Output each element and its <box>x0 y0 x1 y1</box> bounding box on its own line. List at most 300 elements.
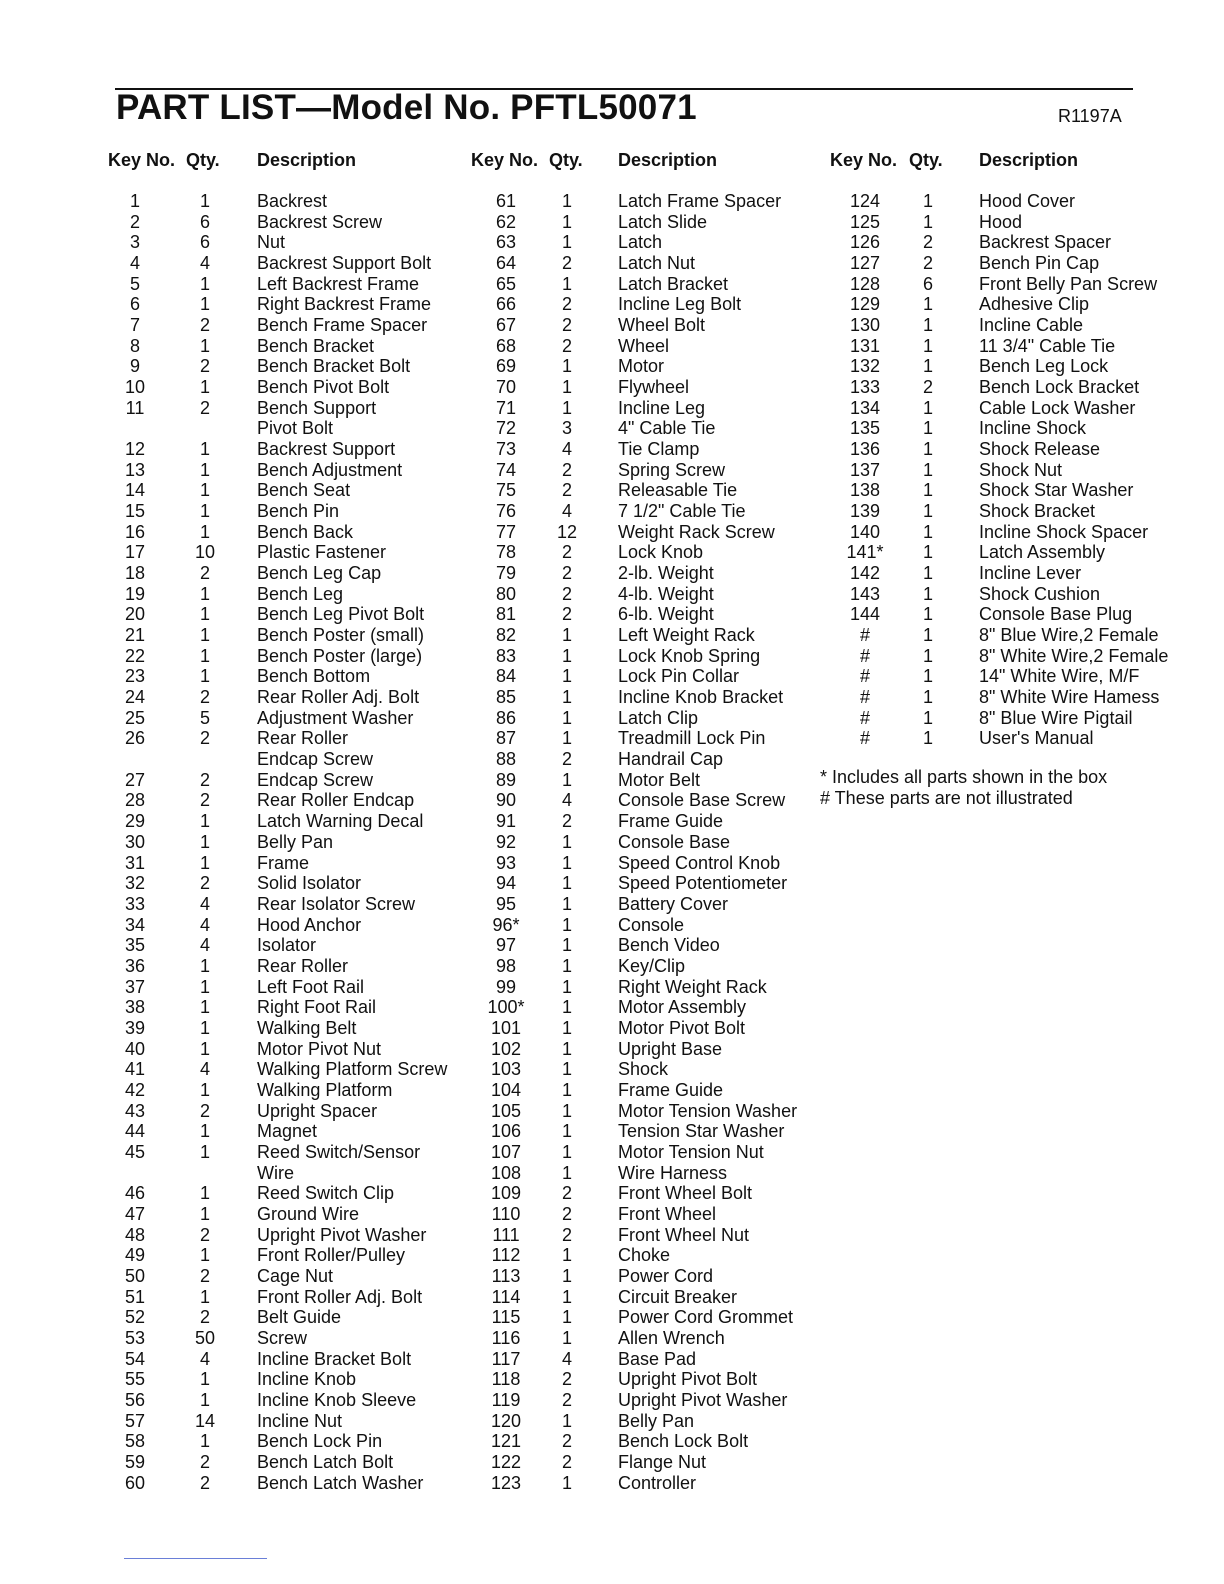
part-description: Choke <box>618 1245 671 1266</box>
part-qty: 4 <box>561 1348 572 1369</box>
header-qty-3: Qty. <box>909 150 943 170</box>
part-description: Upright Pivot Washer <box>618 1389 788 1410</box>
part-description: Reed Switch Clip <box>257 1183 395 1204</box>
part-key-no: 64 <box>495 253 517 274</box>
part-key-no: 90 <box>495 790 517 811</box>
part-qty: 1 <box>199 480 210 501</box>
part-qty: 1 <box>199 976 210 997</box>
part-description: Power Cord <box>618 1265 714 1286</box>
part-description: Frame Guide <box>618 811 724 832</box>
part-key-no: 86 <box>495 707 517 728</box>
part-qty: 1 <box>922 563 933 584</box>
note-not-illustrated: # These parts are not illustrated <box>820 787 1073 808</box>
part-key-no: 135 <box>849 418 881 439</box>
part-qty: 1 <box>199 1121 210 1142</box>
part-qty: 1 <box>561 1038 572 1059</box>
part-key-no: 91 <box>495 811 517 832</box>
part-qty: 2 <box>199 687 210 708</box>
part-description: Controller <box>618 1472 697 1493</box>
part-qty: 4 <box>199 893 210 914</box>
part-key-no: 87 <box>495 728 517 749</box>
part-qty: 2 <box>561 1369 572 1390</box>
part-description: 11 3/4" Cable Tie <box>979 335 1116 356</box>
part-key-no: 25 <box>124 707 146 728</box>
part-description: Front Wheel Nut <box>618 1224 750 1245</box>
part-key-no: 112 <box>491 1245 521 1266</box>
part-key-no: 74 <box>495 459 517 480</box>
part-description: Solid Isolator <box>257 873 362 894</box>
part-qty: 1 <box>561 1141 572 1162</box>
part-key-no: 83 <box>495 645 517 666</box>
part-key-no: 80 <box>495 583 517 604</box>
part-qty: 1 <box>922 542 933 563</box>
part-description: Bench Poster (small) <box>257 625 425 646</box>
part-key-no: 126 <box>849 232 881 253</box>
part-description: Backrest Support <box>257 439 396 460</box>
part-key-no: 41 <box>124 1059 146 1080</box>
part-qty: 1 <box>561 1265 572 1286</box>
part-qty: 1 <box>561 687 572 708</box>
part-qty: 1 <box>922 480 933 501</box>
part-qty: 2 <box>199 1224 210 1245</box>
part-description: Front Wheel Bolt <box>618 1183 753 1204</box>
notes <box>820 767 1107 808</box>
part-key-no: 13 <box>124 459 146 480</box>
part-description: 8" Blue Wire,2 Female <box>979 625 1159 646</box>
part-description: Upright Pivot Bolt <box>618 1369 758 1390</box>
page-title: PART LIST—Model No. PFTL50071 <box>116 88 697 127</box>
part-qty: 1 <box>922 459 933 480</box>
part-description: Lock Pin Collar <box>618 666 740 687</box>
part-description: Incline Shock Spacer <box>979 521 1149 542</box>
part-key-no: 15 <box>124 501 146 522</box>
part-description: Lock Knob <box>618 542 704 563</box>
part-description: Right Foot Rail <box>257 997 377 1018</box>
part-description: Circuit Breaker <box>618 1286 738 1307</box>
part-description: 14" White Wire, M/F <box>979 666 1140 687</box>
part-description: Motor Tension Washer <box>618 1100 798 1121</box>
part-qty: 1 <box>561 914 572 935</box>
part-description: 4-lb. Weight <box>618 583 714 604</box>
part-key-no: 89 <box>495 769 517 790</box>
part-description: Speed Control Knob <box>618 852 781 873</box>
part-key-no: 69 <box>495 356 517 377</box>
part-description: Treadmill Lock Pin <box>618 728 766 749</box>
part-description: Bench Leg Cap <box>257 563 382 584</box>
part-key-no: 124 <box>849 191 881 211</box>
part-description: Incline Knob Bracket <box>618 687 784 708</box>
part-description: Motor Pivot Nut <box>257 1038 382 1059</box>
part-description: Motor Pivot Bolt <box>618 1017 746 1038</box>
part-qty: 1 <box>561 976 572 997</box>
part-qty: 4 <box>199 914 210 935</box>
part-qty: 1 <box>922 335 933 356</box>
part-qty: 2 <box>922 377 933 398</box>
part-qty: 1 <box>561 1327 572 1348</box>
part-qty: 1 <box>199 1245 210 1266</box>
part-key-no: 93 <box>495 852 517 873</box>
part-description: Bench Bottom <box>257 666 371 687</box>
header-key-no-1: Key No. <box>108 150 176 170</box>
part-description: Tension Star Washer <box>618 1121 785 1142</box>
part-description: Backrest Screw <box>257 211 383 232</box>
part-key-no: 139 <box>849 501 881 522</box>
part-qty: 1 <box>199 191 210 211</box>
part-qty: 2 <box>561 1389 572 1410</box>
part-qty: 1 <box>922 294 933 315</box>
part-qty: 2 <box>561 583 572 604</box>
part-description: Latch Assembly <box>979 542 1106 563</box>
part-key-no: 39 <box>124 1017 146 1038</box>
part-description: 8" White Wire,2 Female <box>979 645 1169 666</box>
part-description: Motor Belt <box>618 769 701 790</box>
part-key-no: 143 <box>849 583 881 604</box>
part-key-no: 67 <box>495 315 517 336</box>
part-qty: 4 <box>199 1059 210 1080</box>
part-qty: 2 <box>561 604 572 625</box>
part-qty: 1 <box>561 273 572 294</box>
part-qty: 1 <box>561 728 572 749</box>
part-description: User's Manual <box>979 728 1094 749</box>
part-qty: 2 <box>199 1307 210 1328</box>
part-description: Bench Frame Spacer <box>257 315 428 336</box>
part-key-no: 76 <box>495 501 517 522</box>
part-key-no: 75 <box>495 480 517 501</box>
part-description: Bench Bracket Bolt <box>257 356 411 377</box>
part-qty: 1 <box>922 687 933 708</box>
part-key-no: 48 <box>124 1224 146 1245</box>
part-qty: 1 <box>561 997 572 1018</box>
part-qty: 1 <box>199 1389 210 1410</box>
part-key-no: 77 <box>495 521 517 542</box>
part-description: Walking Belt <box>257 1017 357 1038</box>
note-included-parts: * Includes all parts shown in the box <box>820 767 1108 787</box>
part-key-no: 57 <box>124 1410 146 1431</box>
part-description: Incline Leg <box>618 397 706 418</box>
part-key-no: 102 <box>490 1038 522 1059</box>
part-qty: 1 <box>561 356 572 377</box>
header-qty-1: Qty. <box>186 150 220 170</box>
part-key-no: 140 <box>849 521 881 542</box>
part-key-no: 54 <box>124 1348 146 1369</box>
part-key-no: 49 <box>124 1245 146 1266</box>
part-description: Latch Slide <box>618 211 708 232</box>
part-qty: 1 <box>561 769 572 790</box>
part-description: Backrest Support Bolt <box>257 253 432 274</box>
part-qty: 1 <box>922 191 933 211</box>
part-key-no: 79 <box>495 563 517 584</box>
part-description: Bench Video <box>618 935 720 956</box>
part-qty: 2 <box>561 1183 572 1204</box>
part-qty: 2 <box>199 563 210 584</box>
part-description: Latch Clip <box>618 707 699 728</box>
part-key-no: 2 <box>129 211 140 232</box>
part-key-no: 7 <box>129 315 140 336</box>
part-key-no: 105 <box>490 1100 522 1121</box>
part-description: Belly Pan <box>257 831 334 852</box>
part-description: Bench Leg Lock <box>979 356 1109 377</box>
part-qty: 1 <box>199 955 210 976</box>
part-description: Left Foot Rail <box>257 976 365 997</box>
part-description: Bench Leg <box>257 583 344 604</box>
part-description: Key/Clip <box>618 955 686 976</box>
part-description: 8" Blue Wire Pigtail <box>979 707 1133 728</box>
part-key-no: 131 <box>849 335 881 356</box>
part-key-no: 142 <box>849 563 881 584</box>
part-description: Bench Back <box>257 521 354 542</box>
part-description: Rear Roller Adj. Bolt <box>257 687 420 708</box>
part-key-no: 11 <box>125 397 145 418</box>
part-description: Front Roller/Pulley <box>257 1245 406 1266</box>
part-qty: 2 <box>561 480 572 501</box>
part-key-no: 23 <box>124 666 146 687</box>
part-qty: 1 <box>199 1038 210 1059</box>
part-key-no: # <box>859 666 870 687</box>
part-key-no: 33 <box>124 893 146 914</box>
part-key-no: 12 <box>124 439 146 460</box>
part-description: Front Wheel <box>618 1203 717 1224</box>
part-qty: 1 <box>199 1079 210 1100</box>
part-key-no: 122 <box>490 1451 522 1472</box>
part-key-no: 14 <box>124 480 146 501</box>
part-key-no: 127 <box>849 253 881 274</box>
part-key-no: 116 <box>491 1327 521 1348</box>
part-description: Bench Pin Cap <box>979 253 1100 274</box>
part-description: Ground Wire <box>257 1203 360 1224</box>
part-description: Adhesive Clip <box>979 294 1090 315</box>
part-description: Rear Roller <box>257 728 349 749</box>
part-description: Motor Tension Nut <box>618 1141 764 1162</box>
part-description: Left Backrest Frame <box>257 273 420 294</box>
part-key-no: 68 <box>495 335 517 356</box>
part-description: Latch Frame Spacer <box>618 191 782 211</box>
part-description: Incline Bracket Bolt <box>257 1348 412 1369</box>
part-description: Backrest Spacer <box>979 232 1112 253</box>
part-qty: 6 <box>922 273 933 294</box>
part-description: Shock Star Washer <box>979 480 1134 501</box>
header-description-1: Description <box>257 150 357 170</box>
part-description: Rear Roller <box>257 955 349 976</box>
part-qty: 1 <box>199 666 210 687</box>
part-qty: 1 <box>561 1100 572 1121</box>
part-description: Latch Warning Decal <box>257 811 424 832</box>
part-description: Shock Nut <box>979 459 1063 480</box>
part-description: Incline Knob <box>257 1369 357 1390</box>
part-description: Incline Shock <box>979 418 1087 439</box>
part-key-no: 99 <box>495 976 517 997</box>
part-key-no: 71 <box>495 397 517 418</box>
part-key-no: 26 <box>124 728 146 749</box>
part-description: 6-lb. Weight <box>618 604 714 625</box>
part-description: Bench Pivot Bolt <box>257 377 390 398</box>
part-description: Bench Pin <box>257 501 340 522</box>
part-qty: 5 <box>199 707 210 728</box>
part-key-no: 120 <box>490 1410 522 1431</box>
part-key-no: 121 <box>490 1431 522 1452</box>
part-description: Incline Cable <box>979 315 1084 336</box>
part-description: Bench Poster (large) <box>257 645 423 666</box>
part-qty: 2 <box>199 1472 210 1493</box>
part-key-no: 92 <box>495 831 517 852</box>
part-key-no: 29 <box>124 811 146 832</box>
part-key-no: 16 <box>124 521 146 542</box>
part-key-no: 129 <box>849 294 881 315</box>
part-key-no: 36 <box>124 955 146 976</box>
part-qty: 4 <box>561 790 572 811</box>
part-key-no: 42 <box>124 1079 146 1100</box>
part-qty: 1 <box>922 707 933 728</box>
document-code: R1197A <box>1058 106 1122 126</box>
part-key-no: 133 <box>849 377 881 398</box>
part-qty: 2 <box>199 397 210 418</box>
part-key-no: 52 <box>124 1307 146 1328</box>
part-description: Weight Rack Screw <box>618 521 775 542</box>
part-description: Lock Knob Spring <box>618 645 761 666</box>
part-key-no: 109 <box>490 1183 522 1204</box>
part-key-no: 101 <box>490 1017 522 1038</box>
part-description: Endcap Screw <box>257 769 374 790</box>
part-qty: 1 <box>561 893 572 914</box>
part-description: Power Cord Grommet <box>618 1307 794 1328</box>
part-qty: 2 <box>199 1265 210 1286</box>
part-qty: 1 <box>922 583 933 604</box>
part-qty: 2 <box>199 1100 210 1121</box>
part-qty: 6 <box>199 232 210 253</box>
part-qty: 2 <box>199 356 210 377</box>
part-qty: 1 <box>922 356 933 377</box>
part-key-no: 55 <box>124 1369 146 1390</box>
part-qty: 50 <box>194 1327 216 1348</box>
part-qty: 1 <box>561 1472 572 1493</box>
part-qty: 1 <box>199 1431 210 1452</box>
part-qty: 2 <box>561 1203 572 1224</box>
part-key-no: 22 <box>124 645 146 666</box>
part-key-no: 53 <box>124 1327 146 1348</box>
part-description: Tie Clamp <box>618 439 700 460</box>
part-key-no: 37 <box>124 976 146 997</box>
part-key-no: 118 <box>491 1369 521 1390</box>
part-description: Walking Platform <box>257 1079 393 1100</box>
part-description: Motor Assembly <box>618 997 747 1018</box>
part-qty: 1 <box>561 852 572 873</box>
part-qty: 1 <box>561 1079 572 1100</box>
part-qty: 2 <box>199 1451 210 1472</box>
part-qty: 1 <box>199 1286 210 1307</box>
header-key-no-2: Key No. <box>471 150 539 170</box>
part-qty: 1 <box>922 666 933 687</box>
part-key-no: 38 <box>124 997 146 1018</box>
part-description: Shock Release <box>979 439 1101 460</box>
part-qty: 1 <box>561 625 572 646</box>
part-key-no: 40 <box>124 1038 146 1059</box>
part-description: Motor <box>618 356 665 377</box>
part-description: Wheel Bolt <box>618 315 706 336</box>
part-qty: 1 <box>199 273 210 294</box>
part-key-no: 60 <box>124 1472 146 1493</box>
part-qty: 1 <box>199 811 210 832</box>
part-qty: 1 <box>561 1245 572 1266</box>
part-qty: 1 <box>561 397 572 418</box>
part-key-no: 113 <box>491 1265 521 1286</box>
part-key-no: 130 <box>849 315 881 336</box>
part-description: Reed Switch/Sensor <box>257 1141 421 1162</box>
part-qty: 1 <box>922 397 933 418</box>
part-qty: 1 <box>199 625 210 646</box>
part-qty: 1 <box>561 1286 572 1307</box>
part-qty: 1 <box>561 1017 572 1038</box>
part-qty: 2 <box>561 253 572 274</box>
part-description: 8" White Wire Hamess <box>979 687 1160 708</box>
part-qty: 2 <box>199 769 210 790</box>
part-key-no: 85 <box>495 687 517 708</box>
part-key-no: 138 <box>849 480 881 501</box>
part-description: Wire <box>257 1162 294 1183</box>
part-description: Adjustment Washer <box>257 707 414 728</box>
part-qty: 1 <box>199 1203 210 1224</box>
part-qty: 1 <box>922 501 933 522</box>
part-description: Frame <box>257 852 310 873</box>
part-description: Incline Nut <box>257 1410 343 1431</box>
part-qty: 1 <box>922 315 933 336</box>
part-key-no: 73 <box>495 439 517 460</box>
part-qty: 1 <box>561 211 572 232</box>
part-description: Allen Wrench <box>618 1327 725 1348</box>
part-qty: 1 <box>561 1307 572 1328</box>
part-qty: 1 <box>561 707 572 728</box>
part-key-no: 62 <box>495 211 517 232</box>
part-qty: 10 <box>194 542 216 563</box>
part-qty: 2 <box>561 315 572 336</box>
part-qty: 1 <box>199 831 210 852</box>
part-qty: 2 <box>561 811 572 832</box>
part-description: Bench Leg Pivot Bolt <box>257 604 425 625</box>
part-key-no: 63 <box>495 232 517 253</box>
part-qty: 1 <box>922 211 933 232</box>
part-description: Rear Roller Endcap <box>257 790 415 811</box>
part-description: Upright Spacer <box>257 1100 378 1121</box>
part-description: Right Weight Rack <box>618 976 767 997</box>
part-key-no: 72 <box>495 418 517 439</box>
part-description: Flywheel <box>618 377 690 398</box>
part-key-no: 21 <box>124 625 146 646</box>
part-qty: 1 <box>561 955 572 976</box>
part-qty: 1 <box>199 335 210 356</box>
part-description: Shock <box>618 1059 669 1080</box>
part-key-no: 10 <box>124 377 146 398</box>
part-key-no: 58 <box>124 1431 146 1452</box>
part-qty: 1 <box>561 191 572 211</box>
part-qty: 2 <box>561 1224 572 1245</box>
part-qty: 1 <box>199 604 210 625</box>
part-key-no: 19 <box>124 583 146 604</box>
part-description: Console Base Plug <box>979 604 1133 625</box>
part-qty: 2 <box>561 335 572 356</box>
part-qty: 1 <box>199 439 210 460</box>
part-key-no: 3 <box>129 232 140 253</box>
part-key-no: 81 <box>495 604 517 625</box>
part-key-no: 34 <box>124 914 146 935</box>
header-qty-2: Qty. <box>549 150 583 170</box>
part-qty: 1 <box>561 1121 572 1142</box>
part-key-no: 84 <box>495 666 517 687</box>
part-qty: 1 <box>561 831 572 852</box>
part-description: Cage Nut <box>257 1265 334 1286</box>
part-description: Upright Pivot Washer <box>257 1224 427 1245</box>
part-qty: 1 <box>922 521 933 542</box>
part-key-no: 9 <box>129 356 140 377</box>
part-description: Flange Nut <box>618 1451 707 1472</box>
part-description: Latch <box>618 232 663 253</box>
